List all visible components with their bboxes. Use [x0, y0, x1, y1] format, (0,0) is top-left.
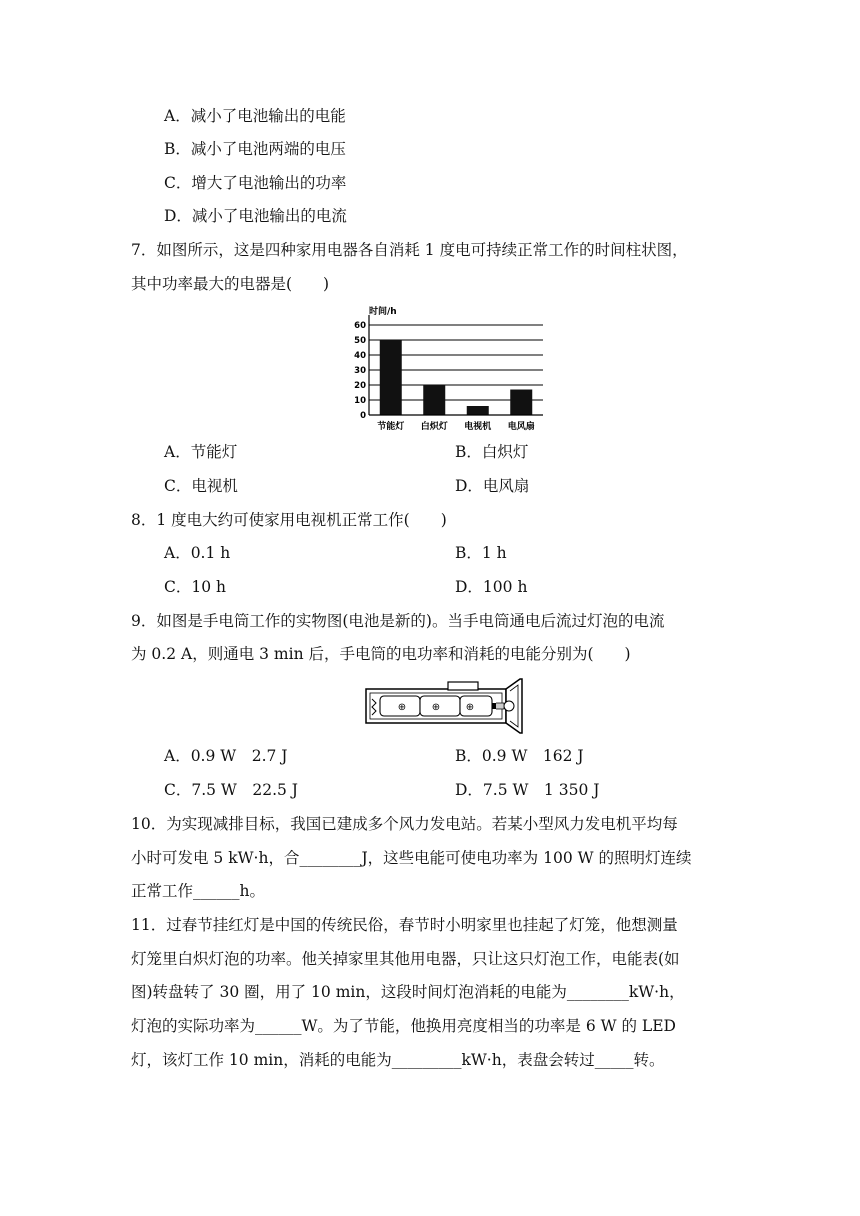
q11-stem-line-1: 11．过春节挂红灯是中国的传统民俗，春节时小明家里也挂起了灯笼，他想测量 [131, 916, 678, 934]
q7-bar-chart [345, 305, 550, 433]
x-category-label: 节能灯 [377, 422, 405, 432]
y-tick-label: 20 [354, 381, 366, 391]
q7-option-a: A．节能灯 [164, 443, 238, 461]
bar-2 [423, 385, 445, 415]
bar-3 [467, 406, 489, 415]
flashlight-illustration [362, 675, 532, 735]
q8-option-c: C．10 h [164, 578, 226, 596]
y-tick-label: 0 [360, 411, 366, 421]
y-tick-label: 60 [354, 321, 366, 331]
q9-stem-line-2: 为 0.2 A，则通电 3 min 后，手电筒的电功率和消耗的电能分别为( ) [131, 645, 631, 663]
q7-option-b: B．白炽灯 [455, 443, 529, 461]
q7-stem-line-2: 其中功率最大的电器是( ) [131, 275, 330, 293]
x-category-label: 电风扇 [507, 422, 535, 432]
bar-4 [510, 390, 532, 416]
q6-option-d: D．减小了电池输出的电流 [164, 207, 347, 225]
q6-option-a: A．减小了电池输出的电能 [164, 107, 346, 125]
q11-stem-line-5: 灯，该灯工作 10 min，消耗的电能为_________kW·h，表盘会转过_____转。 [131, 1051, 665, 1069]
q7-option-c: C．电视机 [164, 477, 238, 495]
q8-option-b: B．1 h [455, 544, 507, 562]
battery-2-plus: ⊕ [431, 702, 441, 713]
y-tick-label: 50 [354, 336, 366, 346]
q6-option-c: C．增大了电池输出的功率 [164, 174, 347, 192]
q6-option-b: B．减小了电池两端的电压 [164, 140, 346, 158]
q9-option-c: C．7.5 W 22.5 J [164, 781, 299, 799]
q9-option-b: B．0.9 W 162 J [455, 747, 584, 765]
y-tick-label: 40 [354, 351, 366, 361]
q8-option-d: D．100 h [455, 578, 528, 596]
q9-option-a: A．0.9 W 2.7 J [164, 747, 288, 765]
q8-option-a: A．0.1 h [164, 544, 231, 562]
battery-3-plus: ⊕ [465, 702, 475, 713]
q10-stem-line-2: 小时可发电 5 kW·h，合________J，这些电能可使电功率为 100 W 的照明灯连续 [131, 849, 692, 867]
q11-stem-line-4: 灯泡的实际功率为______W。为了节能，他换用亮度相当的功率是 6 W 的 LED [131, 1017, 676, 1035]
x-category-label: 电视机 [464, 422, 492, 432]
q9-option-d: D．7.5 W 1 350 J [455, 781, 600, 799]
q7-stem-line-1: 7．如图所示，这是四种家用电器各自消耗 1 度电可持续正常工作的时间柱状图， [131, 241, 688, 259]
q9-stem-line-1: 9．如图是手电筒工作的实物图(电池是新的)。当手电筒通电后流过灯泡的电流 [131, 612, 665, 630]
y-tick-label: 10 [354, 396, 366, 406]
y-axis-label: 时间/h [369, 307, 397, 317]
x-category-label: 白炽灯 [420, 422, 448, 432]
battery-1-plus: ⊕ [397, 702, 407, 713]
y-tick-label: 30 [354, 366, 366, 376]
q11-stem-line-2: 灯笼里白炽灯泡的功率。他关掉家里其他用电器，只让这只灯泡工作，电能表(如 [131, 950, 680, 968]
q8-stem: 8．1 度电大约可使家用电视机正常工作( ) [131, 511, 447, 529]
bar-1 [380, 340, 402, 415]
q10-stem-line-3: 正常工作______h。 [131, 882, 265, 900]
q11-stem-line-3: 图)转盘转了 30 圈，用了 10 min，这段时间灯泡消耗的电能为________kW·h， [131, 983, 685, 1001]
q10-stem-line-1: 10．为实现减排目标，我国已建成多个风力发电站。若某小型风力发电机平均每 [131, 815, 678, 833]
q7-option-d: D．电风扇 [455, 477, 530, 495]
